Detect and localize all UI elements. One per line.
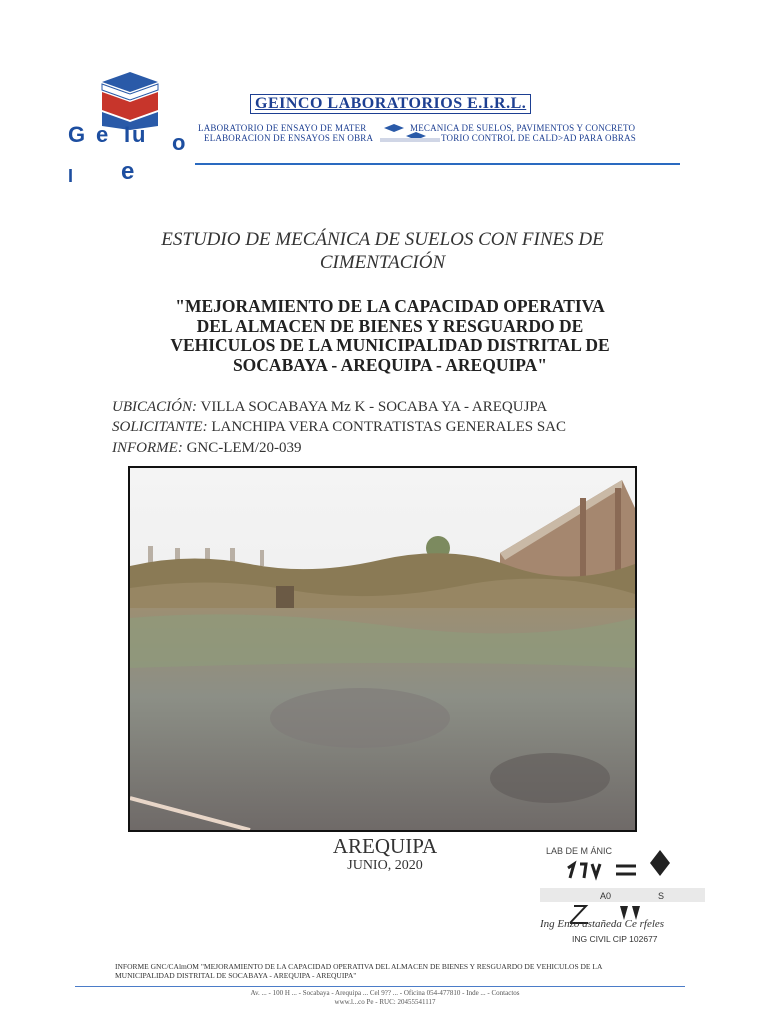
informe-label: INFORME: <box>112 440 183 456</box>
report-title <box>110 228 655 274</box>
signature-name: Ing Enzo astañeda Ce rfeles <box>540 918 665 930</box>
tagline-smudge-icon <box>380 122 440 144</box>
solicitante-row <box>112 417 566 437</box>
footer-description: INFORME GNC/CAlmOM "MEJORAMIENTO DE LA CAPACIDAD OPERATIVA DEL ALMACEN DE BIENES Y RESGUARDO DE VEHICULOS DE LA MUNICIPALIDAD DISTRITAL DE SOCABAYA - AREQUIPA - AREQUIPA" <box>115 962 602 980</box>
logo-letter: o <box>172 130 186 155</box>
solicitante-value: LANCHIPA VERA CONTRATISTAS GENERALES SAC <box>211 419 567 435</box>
project-line: DEL ALMACEN DE BIENES Y RESGUARDO DE <box>196 315 584 336</box>
solicitante-label: SOLICITANTE: <box>112 419 208 435</box>
footer-address-line: www.l...co Pe - RUC: 20455541117 <box>334 998 436 1006</box>
informe-row <box>112 438 302 458</box>
site-photo <box>128 466 637 832</box>
tagline-line1: LABORATORIO DE ENSAYO DE MATER <box>198 123 367 133</box>
company-name: GEINCO LABORATORIOS E.I.R.L. <box>250 94 531 114</box>
ubicacion-value: VILLA SOCABAYA Mz K - SOCABA YA - AREQUJPA <box>200 399 548 415</box>
project-line: "MEJORAMIENTO DE LA CAPACIDAD OPERATIVA <box>175 296 605 316</box>
logo-letter: G <box>68 122 86 147</box>
footer-address <box>100 989 670 1007</box>
lab-stamp-text: LAB DE M ÁNIC <box>546 846 613 856</box>
ubicacion-row <box>112 397 547 417</box>
report-title-line: ESTUDIO DE MECÁNICA DE SUELOS CON FINES DE <box>161 229 604 250</box>
tagline-line2: ELABORACION DE ENSAYOS EN OBRA <box>204 133 374 143</box>
logo-letter: u <box>132 122 146 147</box>
logo-letter: e <box>121 158 135 185</box>
logo-letter: I <box>124 122 131 147</box>
logo-letter: e <box>96 122 109 147</box>
report-title-line: CIMENTACIÓN <box>319 252 446 273</box>
tagline-line2b: TORIO CONTROL DE CALD>AD PARA OBRAS <box>441 133 637 143</box>
informe-value: GNC-LEM/20-039 <box>186 440 302 456</box>
svg-text:A0: A0 <box>600 891 612 901</box>
project-line: VEHICULOS DE LA MUNICIPALIDAD DISTRITAL DE <box>170 335 610 355</box>
project-name <box>125 297 655 375</box>
place: AREQUIPA <box>332 834 438 858</box>
ubicacion-label: UBICACIÓN: <box>112 399 197 415</box>
svg-text:S: S <box>658 891 665 901</box>
tagline-line1b: MECANICA DE SUELOS, PAVIMENTOS Y CONCRETO <box>410 123 636 133</box>
site-photo-image <box>130 468 635 830</box>
footer-rule <box>75 986 685 987</box>
header-rule <box>195 163 680 165</box>
project-line: SOCABAYA - AREQUIPA - AREQUIPA" <box>232 354 548 375</box>
logo-letter: I <box>68 166 74 186</box>
signature-cip: ING CIVIL CIP 102677 <box>572 934 658 944</box>
date: JUNIO, 2020 <box>347 858 423 873</box>
company-logo-letters <box>66 118 196 190</box>
footer-address-line: Av. ... - 100 H ... - Socabaya - Arequipa ... Cel 9?? ... - Oficina 054-477810 - Inde ... - Contactos <box>250 989 520 997</box>
